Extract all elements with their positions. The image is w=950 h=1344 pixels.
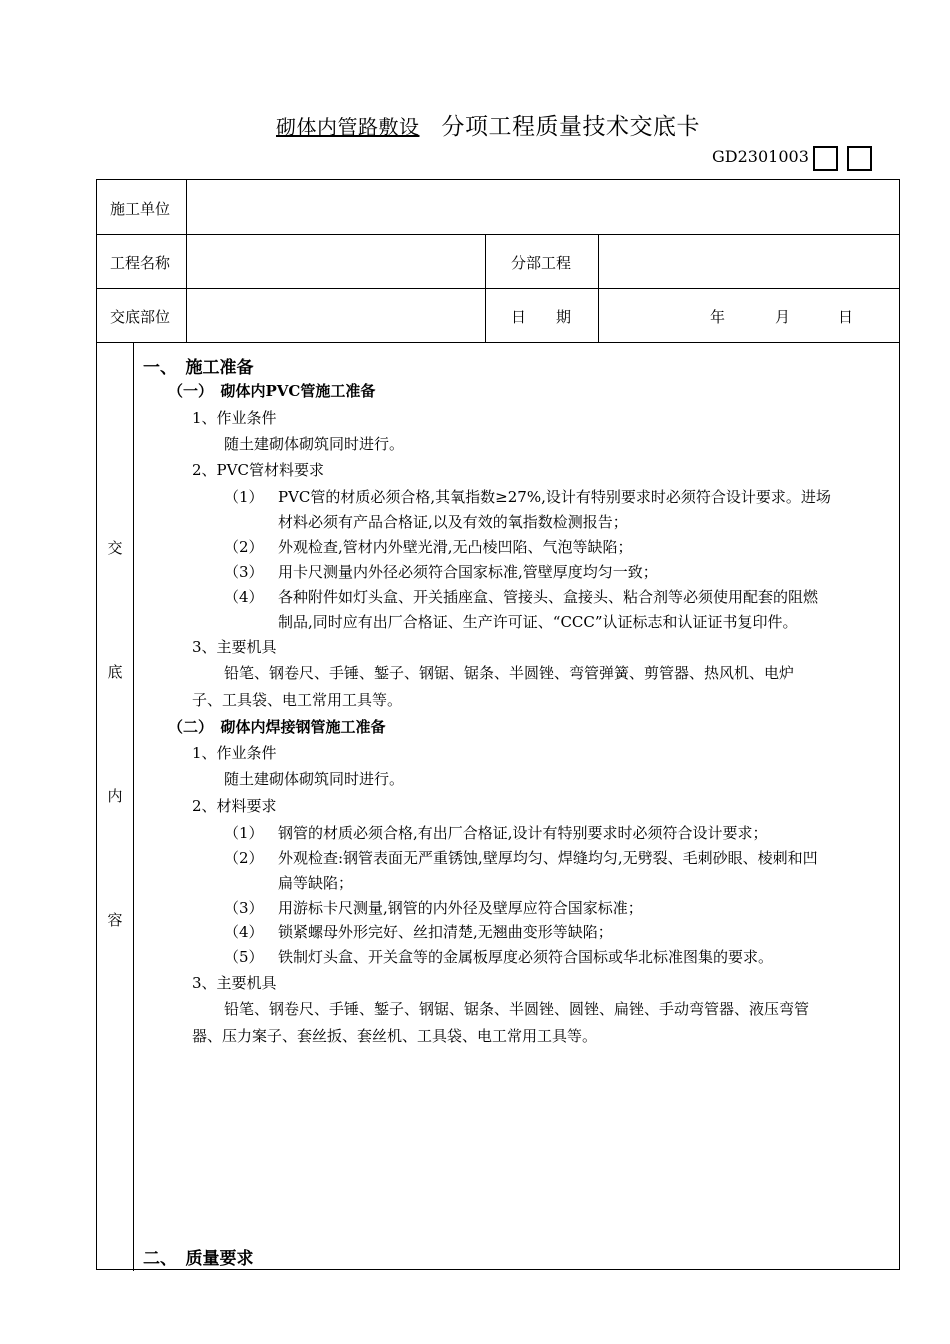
side-label-char: 容 [107,911,123,929]
item-text: 用卡尺测量内外径必须符合国家标准,管壁厚度均匀一致； [278,563,658,581]
item-text: 铅笔、钢卷尺、手锤、錾子、钢锯、锯条、半圆锉、弯管弹簧、剪管器、热风机、电炉 [224,664,795,682]
item-text: 器、压力案子、套丝扳、套丝机、工具袋、电工常用工具等。 [192,1027,598,1045]
col-divider [598,234,599,342]
item-number: （3） [224,563,264,581]
item-number: （4） [224,588,264,606]
form-code: GD2301003 [712,147,809,166]
checkbox-1[interactable] [813,146,838,171]
item-number: （1） [224,488,264,506]
item-text: 材料必须有产品合格证,以及有效的氧指数检测报告； [278,513,628,531]
item-number: （3） [224,899,264,917]
item-heading: 1、作业条件 [192,409,277,427]
unit-label: 施工单位 [110,200,171,218]
title-subject: 砌体内管路敷设 [276,115,420,139]
item-text: PVC管的材质必须合格,其氧指数≥27%,设计有特别要求时必须符合设计要求。进场 [278,488,831,506]
item-text: 铁制灯头盒、开关盒等的金属板厚度必须符合国标或华北标准图集的要求。 [278,948,774,966]
item-heading: 1、作业条件 [192,744,277,762]
item-heading: 3、主要机具 [192,638,277,656]
item-number: （2） [224,849,264,867]
date-label: 日 期 [511,308,572,326]
section-heading: 二、 质量要求 [143,1249,254,1269]
subproject-label: 分部工程 [511,254,572,272]
item-number: （4） [224,923,264,941]
item-text: 外观检查:钢管表面无严重锈蚀,壁厚均匀、焊缝均匀,无劈裂、毛刺砂眼、棱刺和凹 [278,849,818,867]
row-divider [97,342,899,343]
item-text: 各种附件如灯头盒、开关插座盒、管接头、盒接头、粘合剂等必须使用配套的阻燃 [278,588,819,606]
checkbox-2[interactable] [847,146,872,171]
side-label-char: 交 [107,539,123,557]
col-divider [485,234,486,342]
item-number: （5） [224,948,264,966]
row-divider [97,288,899,289]
item-heading: 3、主要机具 [192,974,277,992]
col-divider [186,180,187,342]
item-text: 扁等缺陷； [278,874,354,892]
item-text: 锁紧螺母外形完好、丝扣清楚,无翘曲变形等缺陷； [278,923,613,941]
document-title [0,108,950,141]
item-heading: 2、材料要求 [192,797,277,815]
item-text: 随土建砌体砌筑同时进行。 [224,435,405,453]
item-text: 钢管的材质必须合格,有出厂合格证,设计有特别要求时必须符合设计要求； [278,824,768,842]
item-text: 外观检查,管材内外壁光滑,无凸棱凹陷、气泡等缺陷； [278,538,633,556]
title-rest: 分项工程质量技术交底卡 [441,114,700,140]
col-divider [133,342,134,1271]
item-number: （1） [224,824,264,842]
side-label-char: 底 [107,663,123,681]
date-day: 日 [838,308,854,326]
item-text: 随土建砌体砌筑同时进行。 [224,770,405,788]
location-label: 交底部位 [110,308,171,326]
item-text: 子、工具袋、电工常用工具等。 [192,691,403,709]
item-text: 铅笔、钢卷尺、手锤、錾子、钢锯、锯条、半圆锉、圆锉、扁锉、手动弯管器、液压弯管 [224,1000,810,1018]
item-text: 用游标卡尺测量,钢管的内外径及壁厚应符合国家标准； [278,899,643,917]
date-month: 月 [775,308,791,326]
item-heading: 2、PVC管材料要求 [192,461,324,479]
side-label-char: 内 [107,787,123,805]
subsection-heading: （二） 砌体内焊接钢管施工准备 [168,718,386,736]
date-year: 年 [710,308,726,326]
project-label: 工程名称 [110,254,171,272]
subsection-heading: （一） 砌体内PVC管施工准备 [168,382,376,400]
section-heading: 一、 施工准备 [143,358,254,378]
item-text: 制品,同时应有出厂合格证、生产许可证、“CCC”认证标志和认证证书复印件。 [278,613,798,631]
row-divider [97,234,899,235]
item-number: （2） [224,538,264,556]
